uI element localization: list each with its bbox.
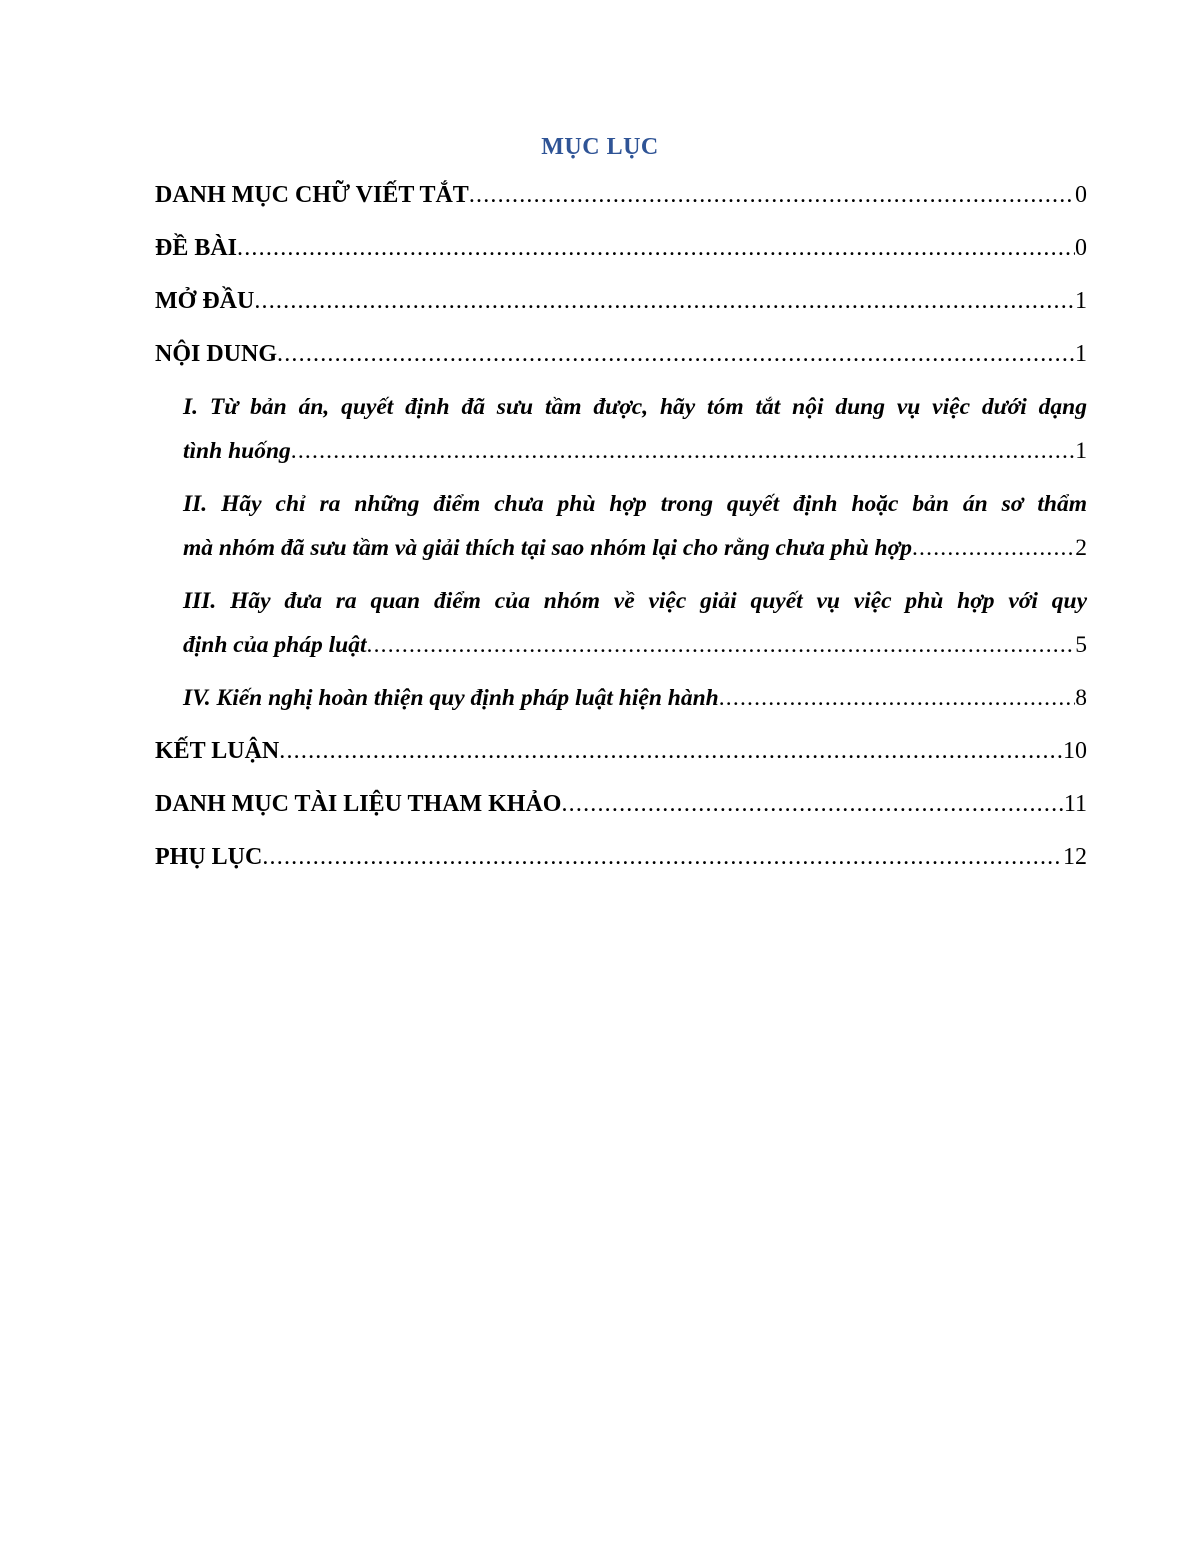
toc-entry-tai-lieu-tham-khao[interactable] (155, 782, 1087, 826)
toc-entry-label-line1: III. Hãy đưa ra quan điểm của nhóm về việc giải quyết vụ việc phù hợp với quy (183, 588, 1087, 614)
toc-leader-dots (254, 279, 1075, 323)
toc-entry-label: PHỤ LỤC (155, 844, 263, 870)
toc-entry-label: MỞ ĐẦU (155, 288, 255, 314)
toc-page-number: 0 (1075, 235, 1087, 261)
toc-entry-label: ĐỀ BÀI (155, 235, 238, 261)
toc-page-number: 5 (1075, 632, 1087, 658)
toc-entry-phu-luc[interactable] (155, 835, 1087, 879)
toc-entry-label-line2: tình huống (183, 438, 291, 464)
toc-leader-dots (719, 676, 1076, 720)
toc-entry-section-i[interactable] (183, 385, 1087, 473)
toc-entry-label: IV. Kiến nghị hoàn thiện quy định pháp luật hiện hành (183, 685, 719, 711)
page-title: MỤC LỤC (541, 134, 659, 160)
toc-entry-label-line2: mà nhóm đã sưu tầm và giải thích tại sao nhóm lại cho rằng chưa phù hợp (183, 535, 912, 561)
toc-leader-dots (237, 226, 1075, 270)
toc-entry-section-iv[interactable] (183, 676, 1087, 720)
toc-leader-dots (912, 526, 1075, 570)
toc-leader-dots (262, 835, 1063, 879)
toc-page-number: 1 (1075, 438, 1087, 464)
toc-entry-ket-luan[interactable] (155, 729, 1087, 773)
toc-page-number: 1 (1075, 288, 1087, 314)
toc-entry-noi-dung[interactable] (155, 332, 1087, 376)
toc-page-number: 12 (1063, 844, 1087, 870)
toc-page-number: 10 (1063, 738, 1087, 764)
toc-entry-mo-dau[interactable] (155, 279, 1087, 323)
toc-entry-de-bai[interactable] (155, 226, 1087, 270)
toc-leader-dots (561, 782, 1063, 826)
toc-entry-label: KẾT LUẬN (155, 738, 280, 764)
toc-entry-label-line1: II. Hãy chỉ ra những điểm chưa phù hợp trong quyết định hoặc bản án sơ thẩm (183, 491, 1087, 517)
toc-entry-label-line1: I. Từ bản án, quyết định đã sưu tầm được, hãy tóm tắt nội dung vụ việc dưới dạng (183, 394, 1087, 420)
toc-leader-dots (367, 623, 1076, 667)
toc-page-number: 11 (1063, 791, 1087, 817)
toc-page-number: 2 (1075, 535, 1087, 561)
toc-leader-dots (469, 173, 1075, 217)
toc-leader-dots (279, 729, 1063, 773)
toc-entry-label: DANH MỤC CHỮ VIẾT TẮT (155, 182, 469, 208)
toc-leader-dots (277, 332, 1075, 376)
toc-entry-danh-muc-chu-viet-tat[interactable] (155, 173, 1087, 217)
toc-entry-label: DANH MỤC TÀI LIỆU THAM KHẢO (155, 791, 562, 817)
toc-entry-label-line2: định của pháp luật (183, 632, 367, 658)
toc-page-number: 1 (1075, 341, 1087, 367)
toc-entry-label: NỘI DUNG (155, 341, 278, 367)
toc-leader-dots (291, 429, 1075, 473)
toc-entry-section-iii[interactable] (183, 579, 1087, 667)
toc-page-number: 8 (1075, 685, 1087, 711)
toc-page-number: 0 (1075, 182, 1087, 208)
toc-entry-section-ii[interactable] (183, 482, 1087, 570)
